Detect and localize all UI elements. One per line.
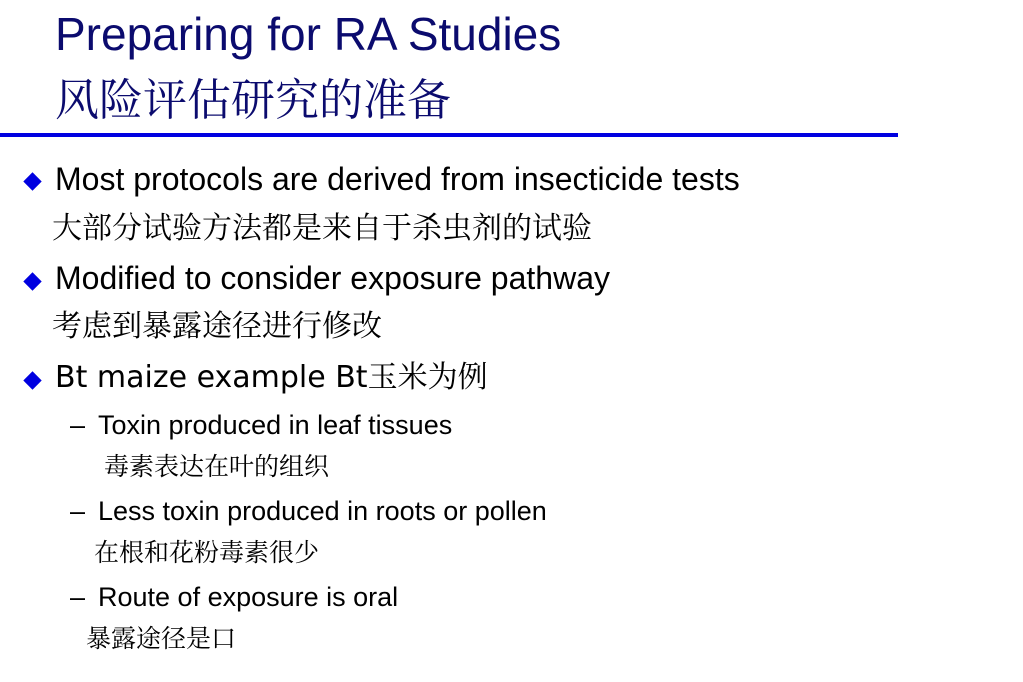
sub-bullet-dash: – bbox=[70, 582, 86, 612]
sub-bullet-text: Less toxin produced in roots or pollen bbox=[98, 496, 547, 526]
bullet-text: Most protocols are derived from insecticide tests bbox=[55, 161, 740, 197]
sub-bullet-translation: 暴露途径是口 bbox=[86, 624, 237, 653]
diamond-bullet-icon bbox=[23, 172, 41, 190]
slide-title: Preparing for RA Studies bbox=[55, 8, 562, 60]
bullet-text: Bt maize example Bt玉米为例 bbox=[55, 360, 488, 395]
diamond-bullet-icon bbox=[23, 371, 41, 389]
bullet-text: Modified to consider exposure pathway bbox=[55, 260, 610, 296]
sub-bullet-translation: 在根和花粉毒素很少 bbox=[94, 538, 320, 567]
sub-bullet-text: Toxin produced in leaf tissues bbox=[98, 410, 453, 440]
title-divider bbox=[0, 133, 898, 137]
sub-bullet-dash: – bbox=[70, 410, 86, 440]
bullet-translation: 考虑到暴露途径进行修改 bbox=[52, 309, 382, 344]
diamond-bullet-icon bbox=[23, 272, 41, 290]
sub-bullet-translation: 毒素表达在叶的组织 bbox=[104, 452, 330, 481]
sub-bullet-dash: – bbox=[70, 496, 86, 526]
slide-title-chinese: 风险评估研究的准备 bbox=[55, 75, 451, 126]
bullet-translation: 大部分试验方法都是来自于杀虫剂的试验 bbox=[52, 211, 592, 246]
sub-bullet-text: Route of exposure is oral bbox=[98, 582, 399, 612]
